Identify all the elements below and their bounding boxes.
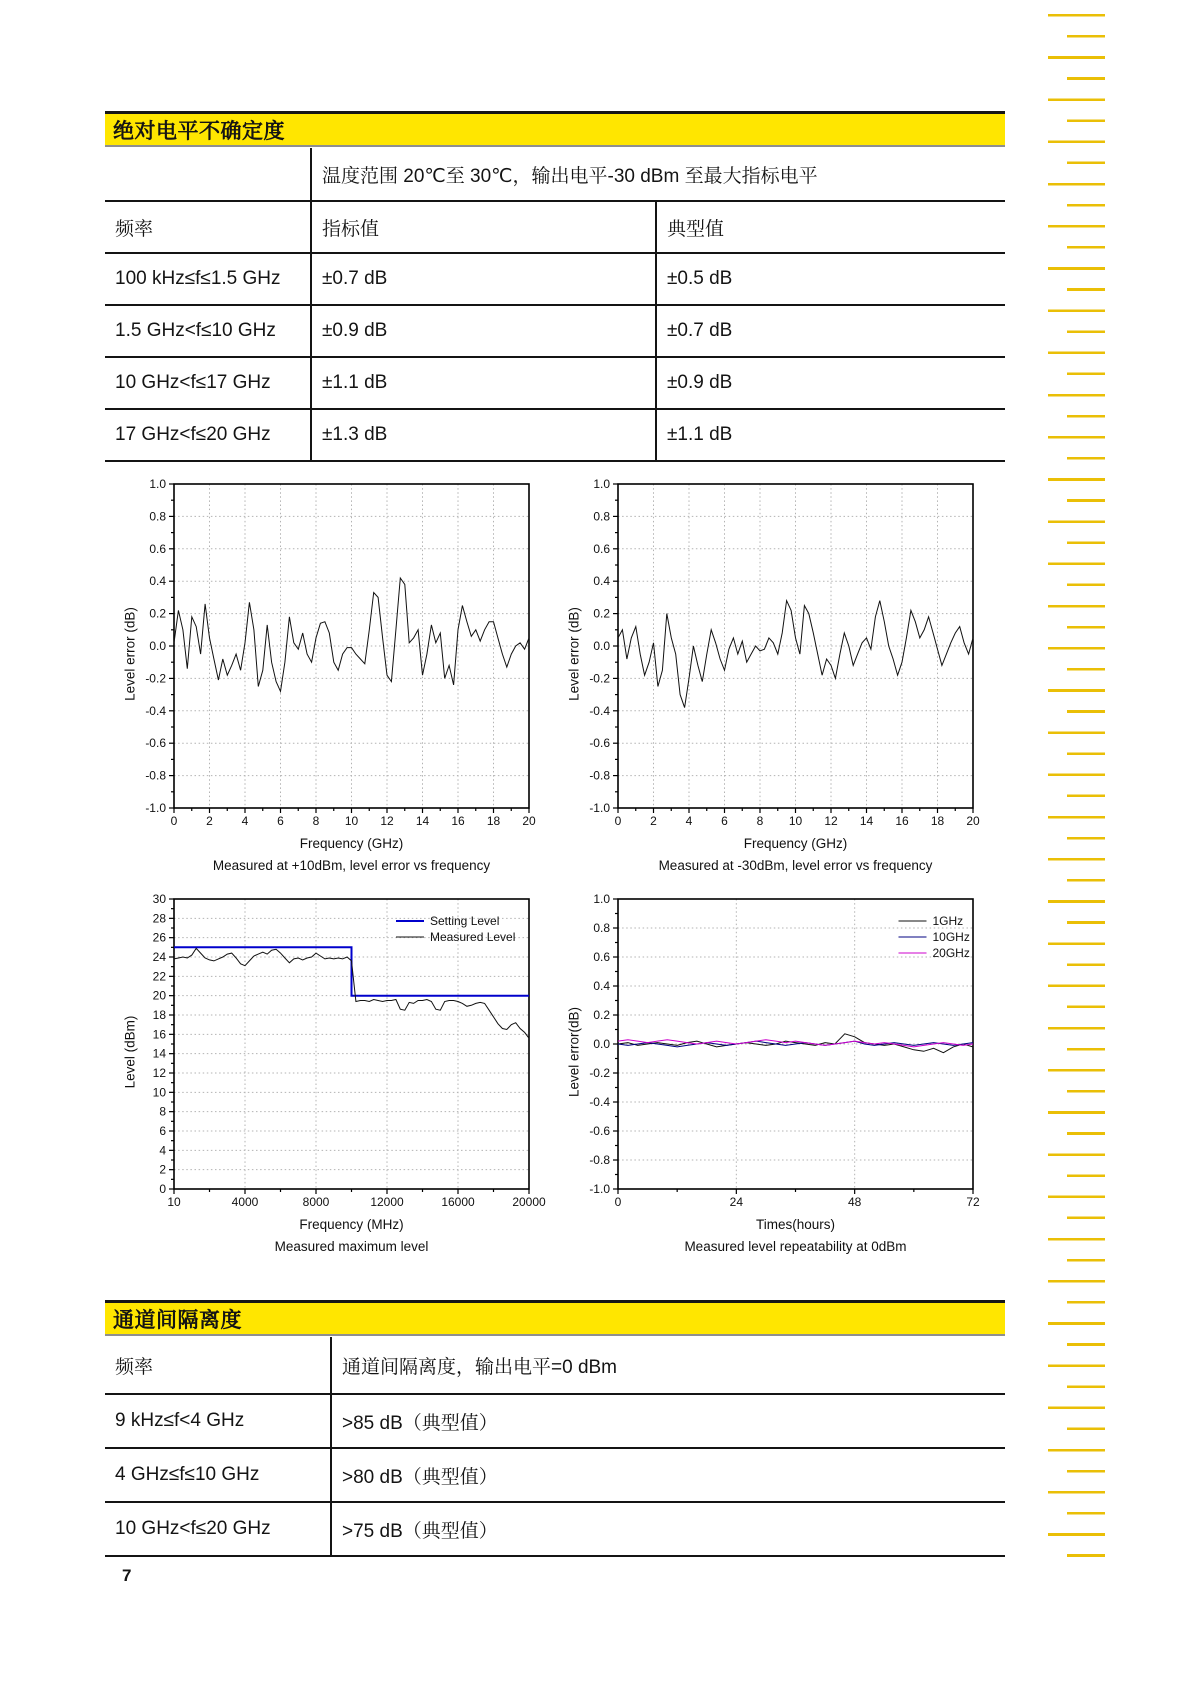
svg-text:28: 28: [152, 911, 166, 926]
svg-text:2: 2: [650, 814, 657, 828]
table-header-row: [105, 1337, 1005, 1395]
svg-text:0.4: 0.4: [149, 574, 166, 589]
table-cell-empty: [105, 148, 310, 200]
chart-level-error-plus10dbm: [116, 478, 546, 873]
svg-text:Setting Level: Setting Level: [430, 914, 500, 928]
svg-text:0.0: 0.0: [149, 639, 166, 653]
svg-text:-1.0: -1.0: [589, 1182, 610, 1196]
chart-level-error-minus30dbm: [560, 478, 990, 873]
svg-text:0.6: 0.6: [149, 541, 166, 556]
svg-text:-1.0: -1.0: [589, 801, 610, 815]
svg-text:-0.4: -0.4: [589, 1095, 610, 1109]
chart-caption: Measured maximum level: [274, 1239, 429, 1254]
svg-text:-0.6: -0.6: [589, 736, 610, 751]
column-header: 通道间隔离度，输出电平=0 dBm: [330, 1337, 1005, 1393]
column-header: 典型值: [655, 202, 1005, 252]
table-cell: 4 GHz≤f≤10 GHz: [115, 1464, 260, 1485]
svg-text:18: 18: [486, 814, 501, 828]
svg-text:14: 14: [859, 814, 874, 828]
svg-text:-1.0: -1.0: [145, 801, 166, 815]
svg-text:0.2: 0.2: [593, 1008, 610, 1022]
svg-text:-0.6: -0.6: [589, 1124, 610, 1138]
svg-text:0.4: 0.4: [593, 574, 610, 589]
svg-text:Measured Level: Measured Level: [430, 930, 516, 944]
svg-text:12: 12: [152, 1066, 166, 1080]
svg-text:8000: 8000: [302, 1195, 330, 1209]
table-cell: ±0.9 dB: [310, 306, 655, 356]
svg-text:10: 10: [152, 1085, 166, 1100]
channel-isolation-table: [105, 1337, 1005, 1557]
svg-text:0: 0: [159, 1182, 166, 1196]
chart-caption: Measured at -30dBm, level error vs frequency: [658, 858, 933, 873]
table-cell: 1.5 GHz<f≤10 GHz: [115, 320, 276, 341]
table-cell: >75 dB（典型值）: [330, 1503, 1005, 1555]
svg-text:-0.8: -0.8: [589, 768, 610, 783]
chart-caption: Measured level repeatability at 0dBm: [684, 1239, 907, 1254]
table-cell: >80 dB（典型值）: [330, 1449, 1005, 1501]
table-row: [105, 1395, 1005, 1449]
svg-text:16: 16: [895, 814, 909, 828]
section-title: 通道间隔离度: [113, 1308, 242, 1332]
svg-text:24: 24: [729, 1195, 744, 1209]
svg-text:14: 14: [152, 1046, 166, 1061]
svg-text:0.8: 0.8: [593, 509, 610, 524]
svg-text:0.4: 0.4: [593, 979, 610, 993]
svg-text:20: 20: [522, 814, 536, 828]
svg-text:26: 26: [152, 930, 166, 945]
svg-text:8: 8: [756, 814, 764, 828]
y-axis-label: Level error (dB): [122, 607, 138, 701]
svg-text:4000: 4000: [231, 1195, 259, 1209]
svg-text:-0.2: -0.2: [145, 671, 166, 686]
table-header-row: [105, 202, 1005, 254]
svg-text:16000: 16000: [441, 1195, 475, 1209]
svg-text:0.0: 0.0: [593, 1037, 610, 1051]
table-cell: ±0.5 dB: [655, 254, 1005, 304]
x-axis-label: Times(hours): [755, 1217, 835, 1232]
svg-text:20000: 20000: [512, 1195, 546, 1209]
column-header: 频率: [115, 1356, 154, 1378]
svg-text:-0.8: -0.8: [145, 768, 166, 783]
table-cell: ±0.7 dB: [655, 306, 1005, 356]
svg-text:4: 4: [685, 814, 693, 828]
table-cell: 10 GHz<f≤17 GHz: [115, 372, 271, 393]
svg-text:16: 16: [451, 814, 465, 828]
svg-text:1.0: 1.0: [593, 478, 610, 491]
svg-text:-0.4: -0.4: [145, 703, 166, 718]
svg-text:0.6: 0.6: [593, 541, 610, 556]
table-cell-condition: 温度范围 20℃至 30℃，输出电平-30 dBm 至最大指标电平: [310, 148, 1005, 200]
chart-canvas: [116, 893, 546, 1211]
svg-text:20: 20: [966, 814, 980, 828]
svg-text:1.0: 1.0: [593, 893, 610, 906]
absolute-level-uncertainty-table: [105, 148, 1005, 462]
y-axis-label: Level error(dB): [566, 1006, 582, 1098]
svg-text:72: 72: [966, 1195, 980, 1209]
svg-text:22: 22: [152, 969, 166, 984]
svg-text:0.0: 0.0: [593, 639, 610, 653]
svg-text:48: 48: [847, 1195, 862, 1209]
table-cell: 17 GHz<f≤20 GHz: [115, 424, 271, 445]
stripe-column-short: [1067, 35, 1105, 1574]
svg-text:24: 24: [152, 950, 166, 964]
chart-caption: Measured at +10dBm, level error vs frequency: [212, 858, 491, 873]
table-cell: ±1.3 dB: [310, 410, 655, 460]
page-number: 7: [122, 1566, 132, 1585]
svg-text:10: 10: [167, 1195, 181, 1209]
svg-text:-0.8: -0.8: [589, 1153, 610, 1167]
table-cell: 100 kHz≤f≤1.5 GHz: [115, 268, 281, 289]
section-header-absolute-level-uncertainty: [105, 111, 1005, 147]
svg-text:2: 2: [159, 1162, 166, 1177]
x-axis-label: Frequency (GHz): [743, 836, 848, 851]
table-cell: 9 kHz≤f<4 GHz: [115, 1410, 245, 1431]
svg-text:6: 6: [277, 814, 284, 828]
svg-text:18: 18: [152, 1008, 166, 1022]
decorative-stripes: [1048, 14, 1105, 1574]
table-row: [105, 410, 1005, 462]
svg-text:10: 10: [788, 814, 803, 828]
chart-level-repeatability: [560, 893, 990, 1254]
svg-text:-0.2: -0.2: [589, 1066, 610, 1080]
svg-text:2: 2: [206, 814, 213, 828]
svg-text:30: 30: [152, 893, 166, 906]
svg-text:14: 14: [415, 814, 430, 828]
x-axis-label: Frequency (MHz): [299, 1217, 404, 1232]
svg-text:0: 0: [614, 1195, 622, 1209]
svg-text:8: 8: [159, 1104, 166, 1119]
svg-text:10: 10: [344, 814, 359, 828]
svg-text:12: 12: [380, 814, 394, 828]
x-axis-label: Frequency (GHz): [299, 836, 404, 851]
table-row: [105, 1503, 1005, 1557]
chart-canvas: [560, 893, 990, 1211]
svg-text:4: 4: [159, 1143, 166, 1158]
svg-text:0.2: 0.2: [593, 606, 610, 621]
chart-canvas: [560, 478, 990, 830]
svg-text:0: 0: [170, 814, 178, 828]
column-header: 指标值: [310, 202, 655, 252]
svg-text:-0.4: -0.4: [589, 703, 610, 718]
column-header: 频率: [115, 218, 154, 240]
y-axis-label: Level (dBm): [122, 1015, 138, 1089]
table-cell: >85 dB（典型值）: [330, 1395, 1005, 1447]
svg-text:16: 16: [152, 1027, 166, 1042]
svg-text:0.8: 0.8: [593, 921, 610, 935]
table-cell: ±0.7 dB: [310, 254, 655, 304]
svg-text:0.6: 0.6: [593, 950, 610, 964]
table-row-condition: [105, 148, 1005, 202]
table-cell: 10 GHz<f≤20 GHz: [115, 1518, 271, 1539]
table-cell: ±1.1 dB: [310, 358, 655, 408]
svg-text:18: 18: [930, 814, 945, 828]
table-cell: ±0.9 dB: [655, 358, 1005, 408]
chart-measured-maximum-level: [116, 893, 546, 1254]
svg-text:12000: 12000: [370, 1195, 404, 1209]
svg-text:6: 6: [159, 1124, 166, 1138]
section-title: 绝对电平不确定度: [113, 119, 285, 143]
y-axis-label: Level error (dB): [566, 607, 582, 701]
svg-text:0: 0: [614, 814, 622, 828]
svg-text:20: 20: [152, 988, 166, 1003]
svg-text:1.0: 1.0: [149, 478, 166, 491]
svg-text:20GHz: 20GHz: [932, 946, 970, 960]
svg-text:0.2: 0.2: [149, 606, 166, 621]
svg-text:4: 4: [241, 814, 249, 828]
svg-text:6: 6: [721, 814, 728, 828]
table-row: [105, 306, 1005, 358]
svg-text:0.8: 0.8: [149, 509, 166, 524]
svg-text:-0.2: -0.2: [589, 671, 610, 686]
svg-text:8: 8: [312, 814, 320, 828]
table-cell: ±1.1 dB: [655, 410, 1005, 460]
svg-text:12: 12: [824, 814, 838, 828]
chart-canvas: [116, 478, 546, 830]
svg-text:-0.6: -0.6: [145, 736, 166, 751]
table-row: [105, 254, 1005, 306]
table-row: [105, 1449, 1005, 1503]
section-header-channel-isolation: [105, 1300, 1005, 1336]
svg-text:1GHz: 1GHz: [932, 914, 964, 928]
svg-text:10GHz: 10GHz: [932, 930, 970, 944]
table-row: [105, 358, 1005, 410]
